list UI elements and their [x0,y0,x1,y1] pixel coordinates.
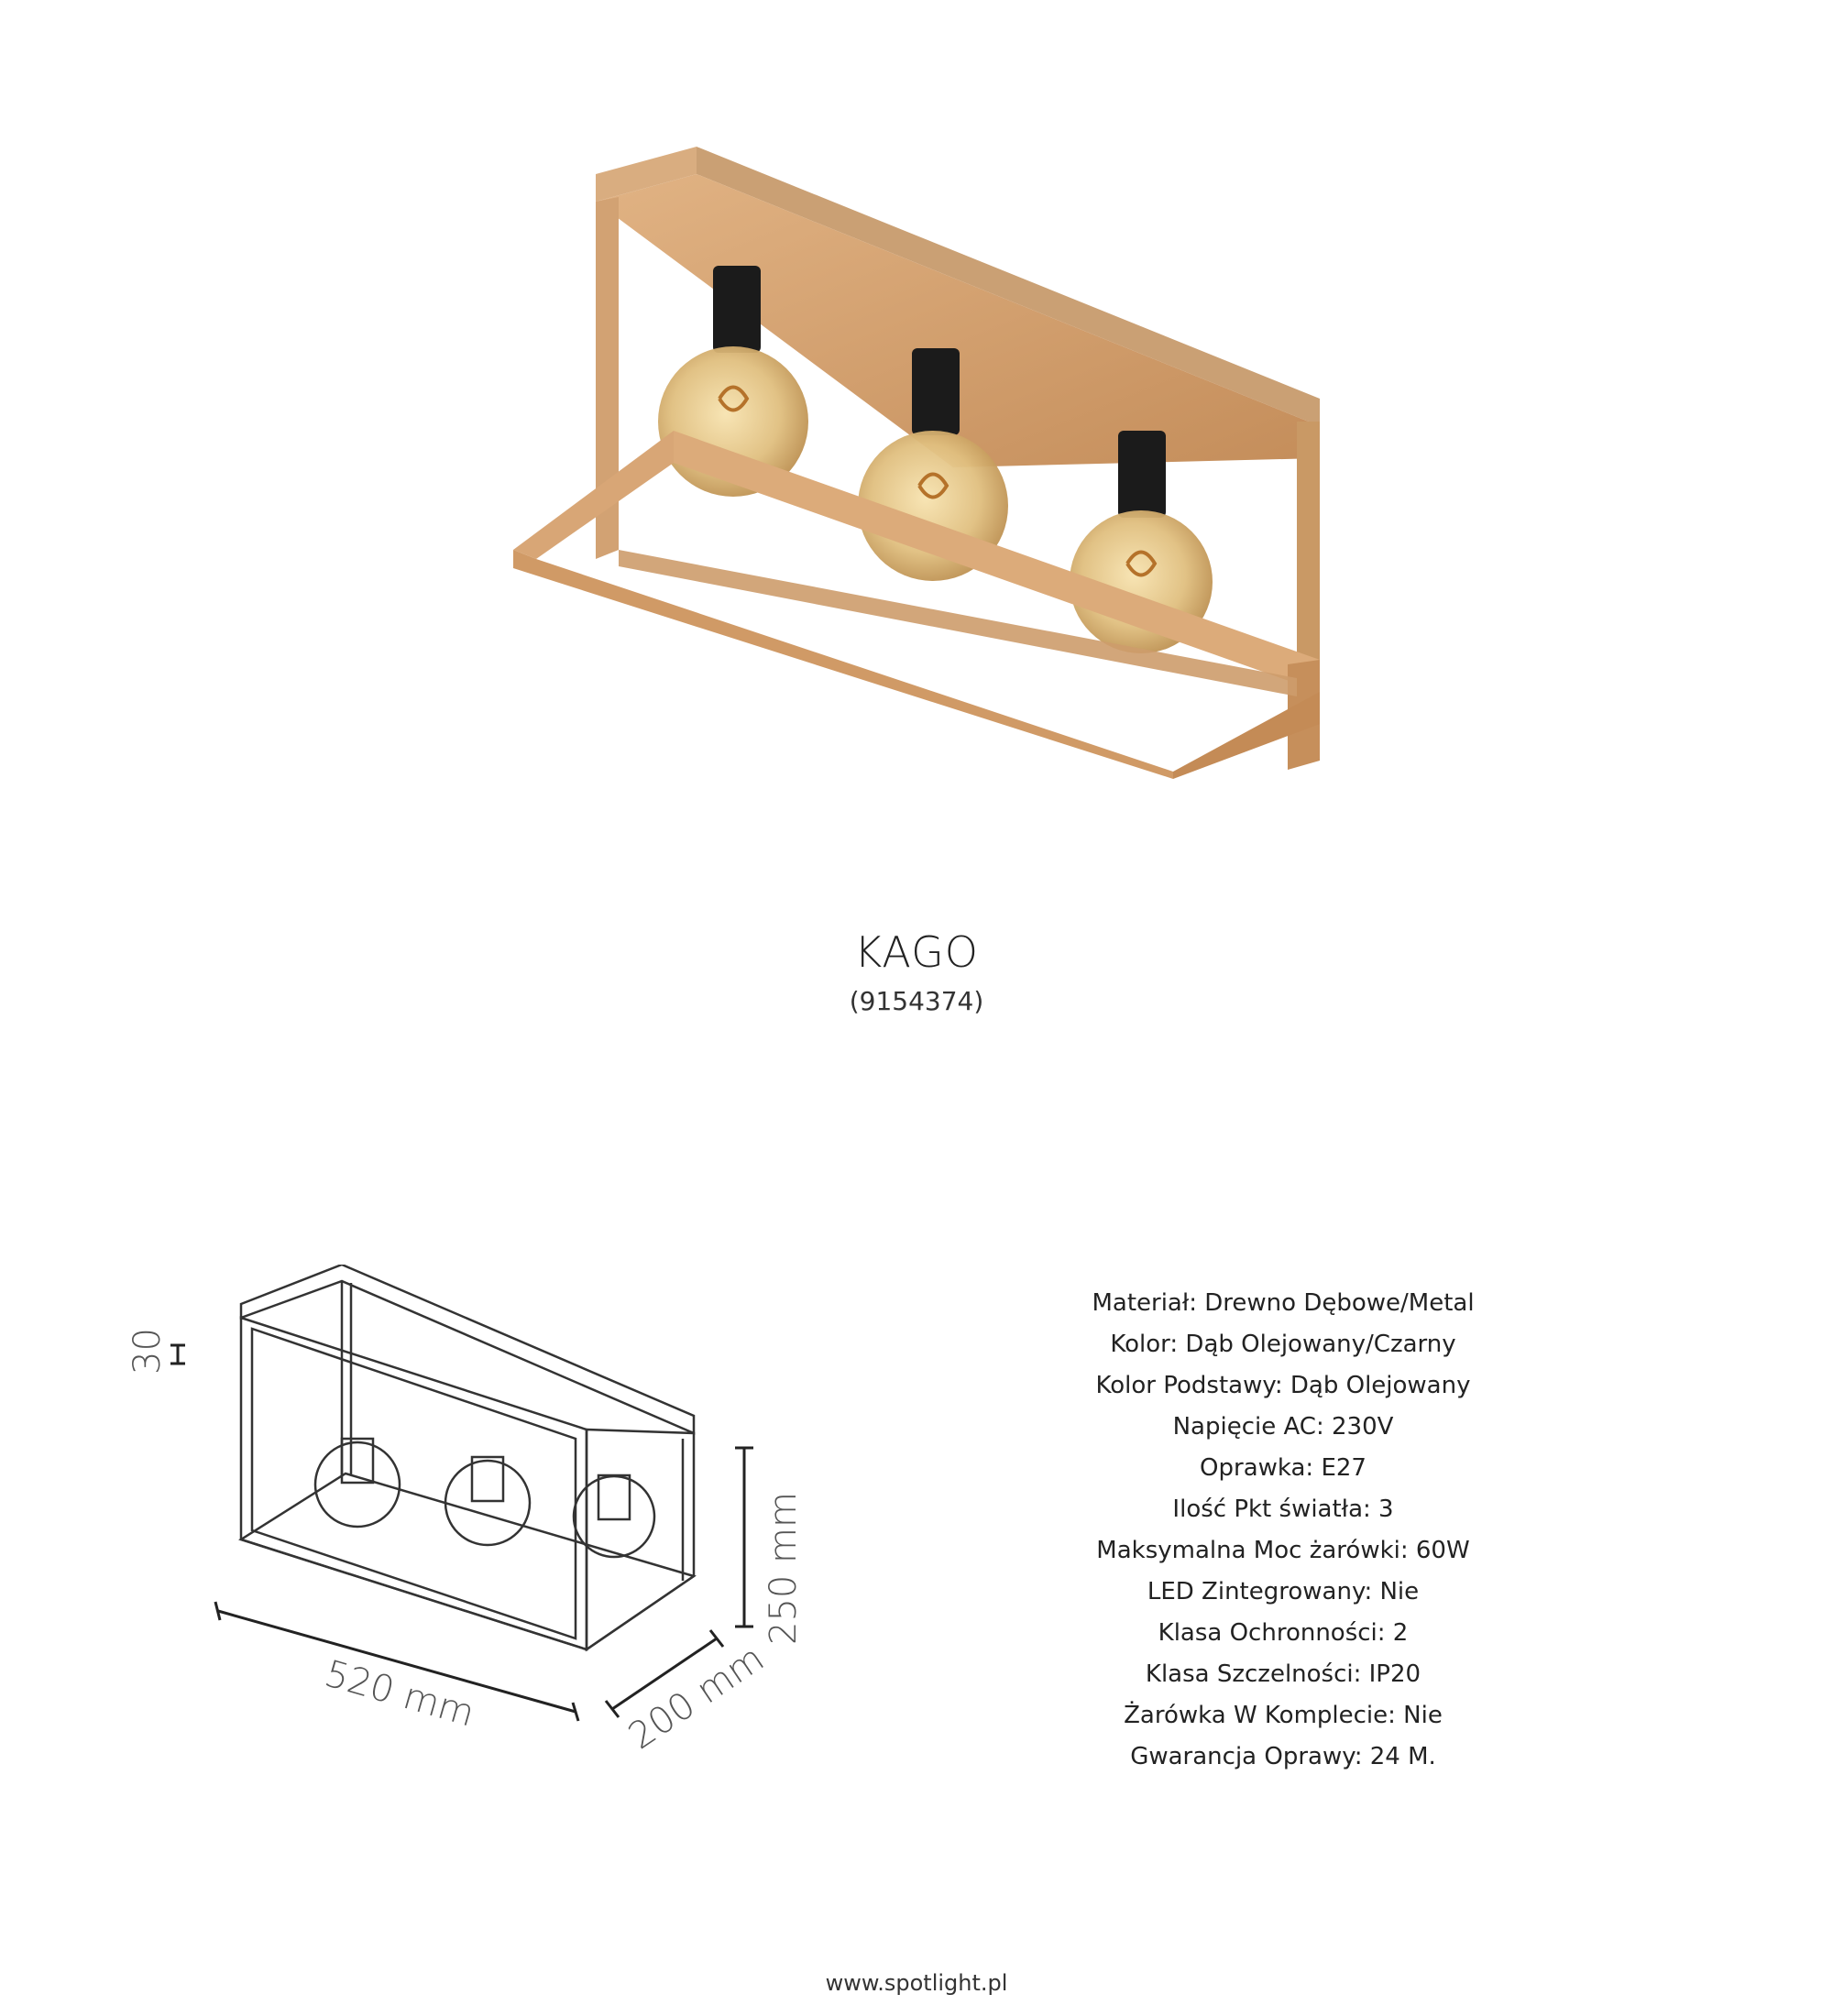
spec-max-power: Maksymalna Moc żarówki: 60W [1096,1537,1470,1564]
footer-url[interactable]: www.spotlight.pl [825,1970,1008,1996]
spec-bulb-included: Żarówka W Komplecie: Nie [1124,1702,1443,1729]
socket-3 [1118,431,1166,518]
spec-list [1045,1283,1521,1778]
spec-protection-class: Klasa Ochronności: 2 [1158,1619,1409,1647]
product-title: KAGO [854,927,979,977]
spec-light-points: Ilość Pkt światła: 3 [1172,1496,1394,1523]
product-code: (9154374) [849,986,984,1016]
frame-front-left-bar [513,431,674,559]
dim-height-total: 250 mm [763,1492,805,1645]
dim-depth: 200 mm [620,1637,773,1759]
spec-led: LED Zintegrowany: Nie [1147,1578,1420,1605]
spec-material: Materiał: Drewno Dębowe/Metal [1092,1289,1475,1317]
frame-back-right-post [1297,422,1320,678]
spec-base-color: Kolor Podstawy: Dąb Olejowany [1095,1372,1471,1399]
socket-2 [912,348,960,435]
spec-warranty: Gwarancja Oprawy: 24 M. [1130,1743,1436,1770]
spec-ip-rating: Klasa Szczelności: IP20 [1145,1660,1421,1688]
spec-voltage: Napięcie AC: 230V [1172,1413,1394,1441]
spec-socket: Oprawka: E27 [1200,1454,1367,1482]
dimension-drawing [110,1265,843,1778]
dim-length: 520 mm [320,1652,479,1736]
lamp-outline [241,1265,694,1649]
dim-height-base: 30 [126,1328,169,1375]
socket-1 [713,266,761,353]
spec-color: Kolor: Dąb Olejowany/Czarny [1110,1331,1456,1358]
product-photo [513,119,1338,779]
